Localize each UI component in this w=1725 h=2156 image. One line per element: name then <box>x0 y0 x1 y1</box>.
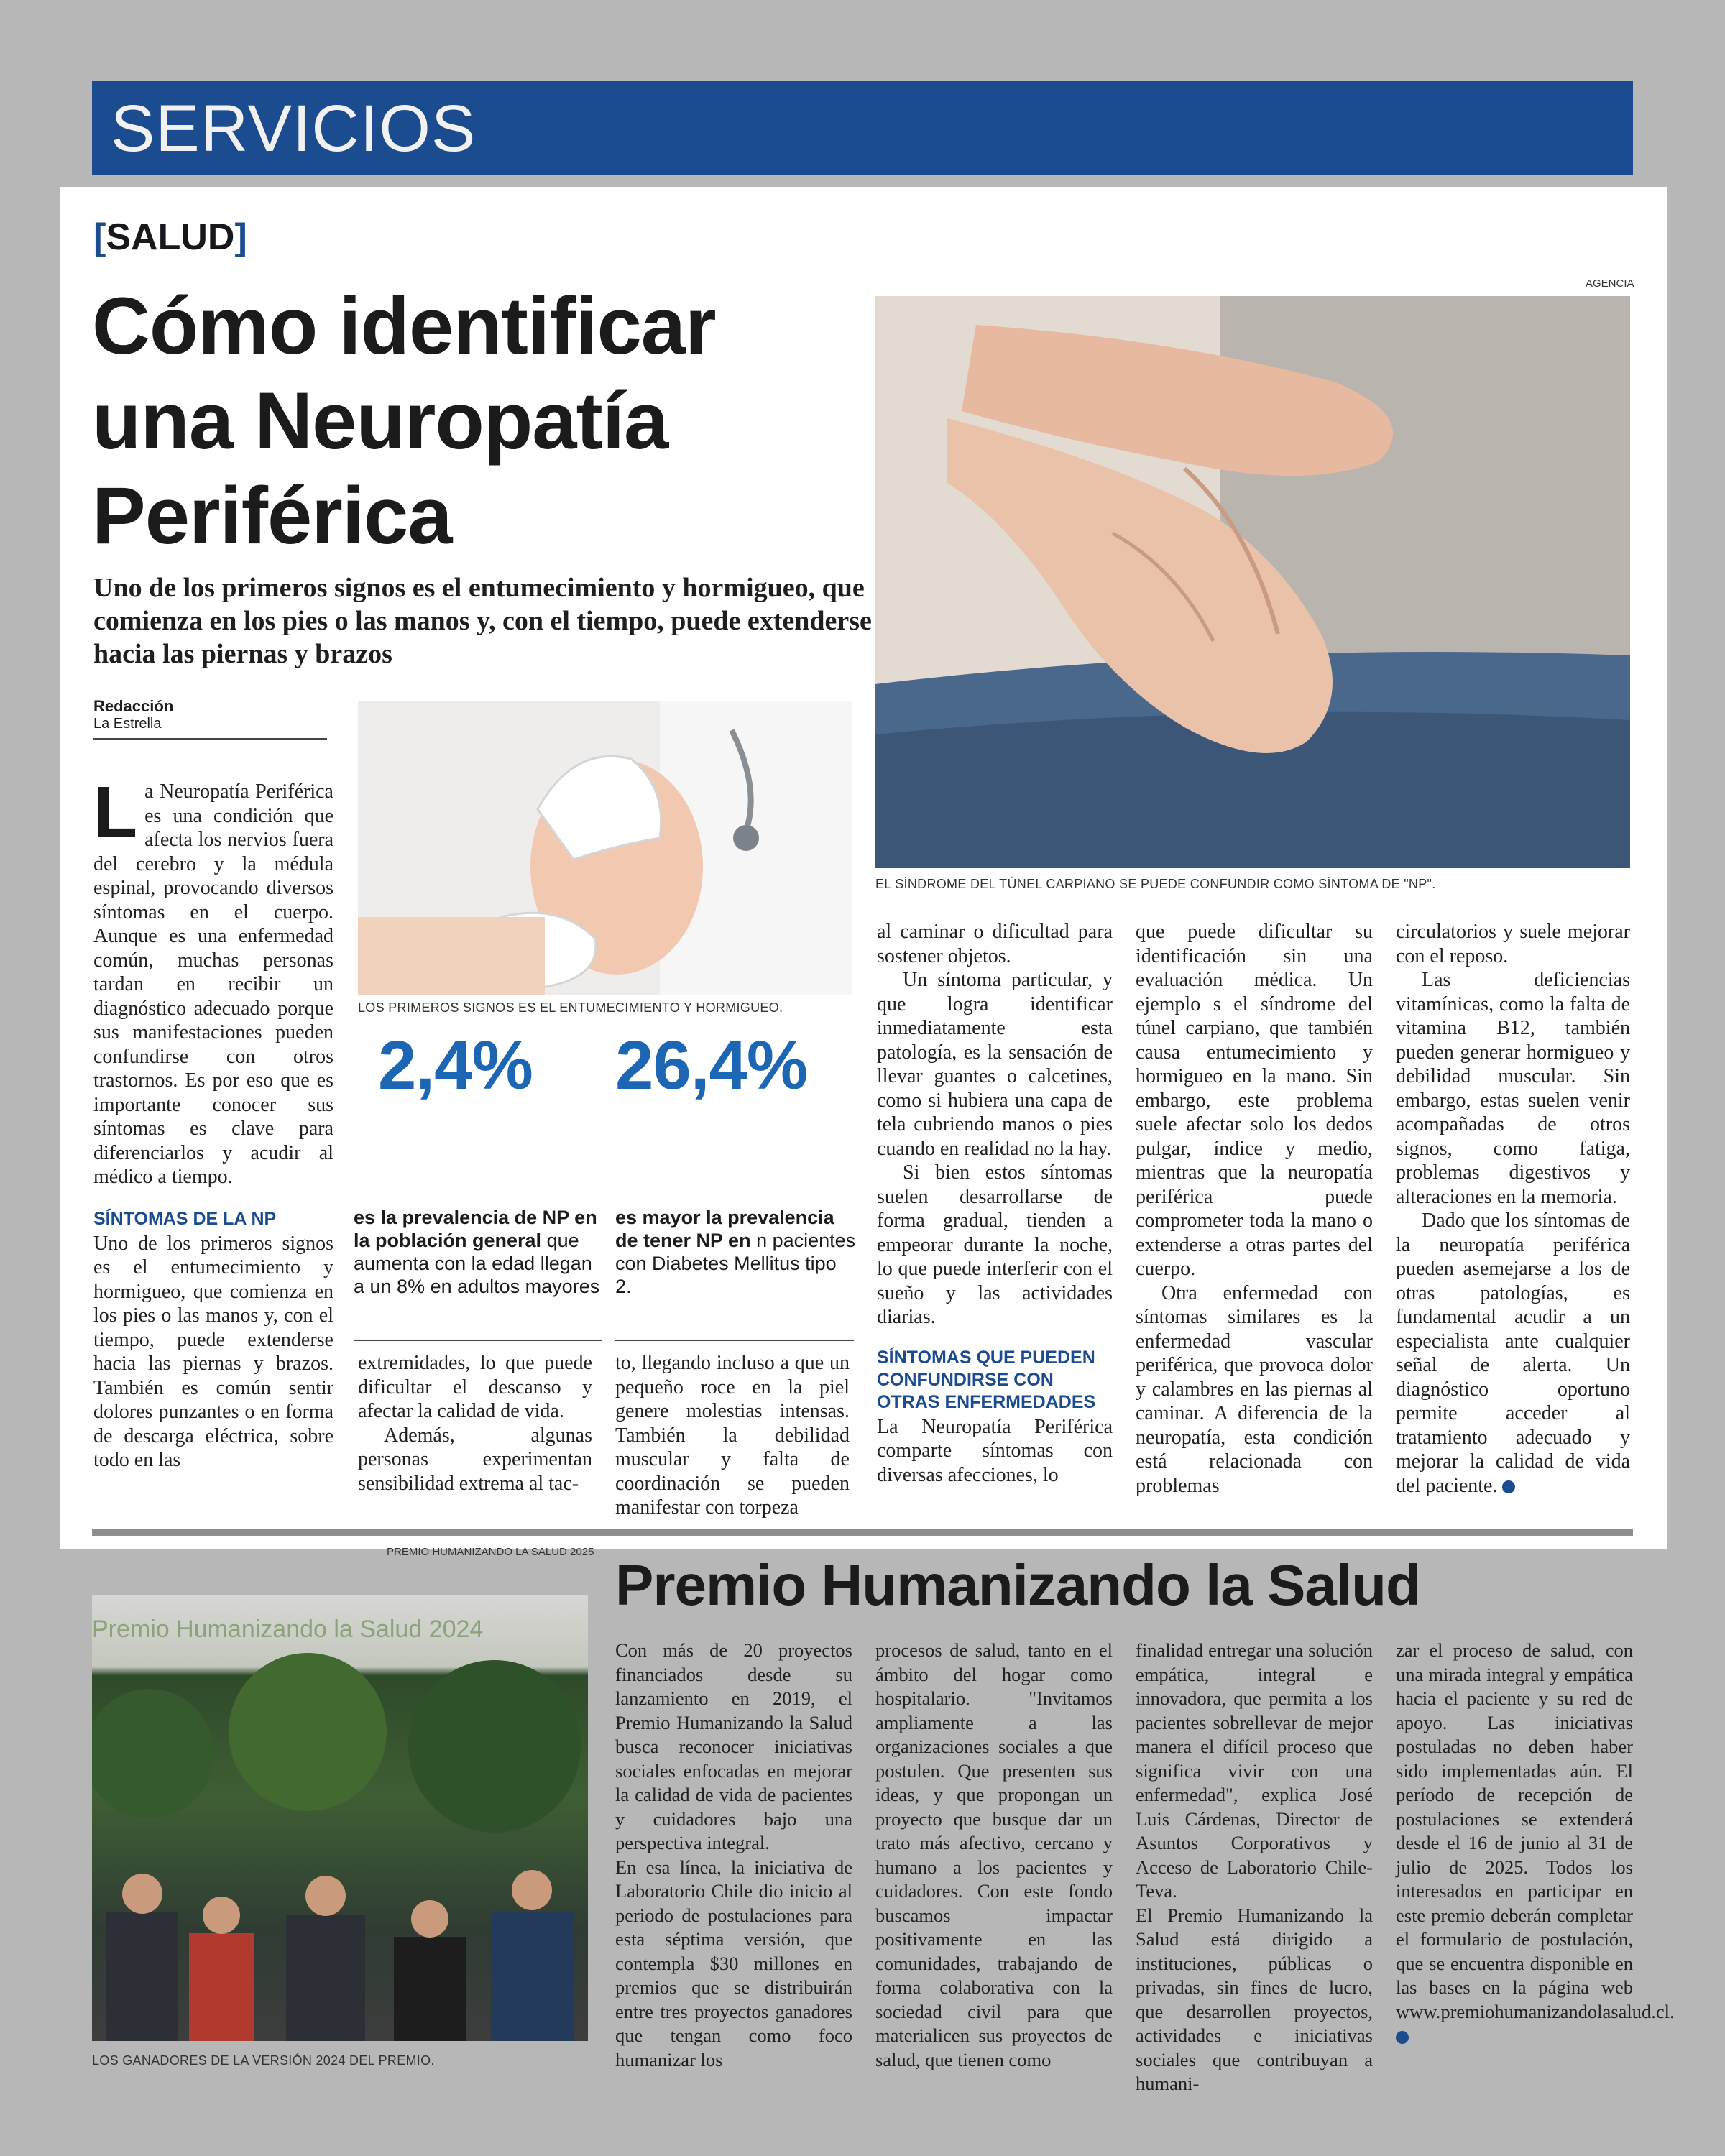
premio-headline: Premio Humanizando la Salud <box>615 1553 1420 1617</box>
stat-bold: es mayor la prevalencia de tener NP en <box>615 1207 834 1251</box>
paragraph: Si bien estos síntomas suelen desarrollarse de forma gradual, tienden a empeorar durante la noche, lo que puede interferir con el sueño y las actividades diarias. <box>877 1161 1113 1328</box>
end-mark-icon <box>1396 2031 1409 2044</box>
stat-value-1: 2,4% <box>378 1027 533 1104</box>
subheading-confundirse: SÍNTOMAS QUE PUEDEN CONFUNDIRSE CON OTRAS ENFERMEDADES <box>877 1347 1096 1412</box>
paragraph: extremidades, lo que puede dificultar el descanso y afectar la calidad de vida. <box>358 1352 592 1422</box>
paragraph: procesos de salud, tanto en el ámbito del hogar como hospitalario. "Invitamos ampliamente a las organizaciones sociales a que postulen. Que presenten sus ideas, y que propongan un proyecto que busque dar un trato más afectivo, cercano y humano a los pacientes y cuidadores. Con este fondo buscamos impactar positivamente en las comunidades, trabajando de forma colaborativa con la sociedad civil para que materialicen sus proyectos de salud, que tienen como <box>875 1639 1113 2070</box>
article-column-3 <box>615 1351 850 1520</box>
article-column-6 <box>1396 920 1630 1498</box>
paragraph: al caminar o dificultad para sostener objetos. <box>877 921 1113 967</box>
stat-description-2 <box>615 1206 856 1298</box>
premio-column-4 <box>1396 1639 1675 2048</box>
stat-divider <box>615 1340 854 1341</box>
article-column-1 <box>93 772 334 1473</box>
premio-photo-caption: LOS GANADORES DE LA VERSIÓN 2024 DEL PREMIO. <box>92 2053 435 2068</box>
article-headline <box>92 279 883 563</box>
main-photo-hands <box>875 296 1630 868</box>
paragraph: Un síntoma particular, y que logra identificar inmediatamente esta patología, es la sensación de llevar guantes o calcetines, como si hubiera una capa de tela cubriendo manos o pies cuando en realidad no la hay. <box>877 969 1113 1160</box>
stat-rest: que aumenta con la edad llegan a un 8% en adultos mayores <box>354 1230 600 1297</box>
headline-line: Cómo identificar <box>92 281 716 371</box>
stat-bold: es la prevalencia de NP en la población general <box>354 1207 597 1251</box>
premio-sign-text: Premio Humanizando la Salud 2024 <box>92 1616 484 1643</box>
paragraph: El Premio Humanizando la Salud está dirigido a instituciones, públicas o privadas, sin fines de lucro, que desarrollen proyectos, actividades e iniciativas sociales que contribuyan a humani- <box>1136 1904 1373 2094</box>
premio-photo-credit: PREMIO HUMANIZANDO LA SALUD 2025 <box>387 1546 594 1558</box>
stat-value-2: 26,4% <box>615 1027 808 1104</box>
main-photo-caption: EL SÍNDROME DEL TÚNEL CARPIANO SE PUEDE CONFUNDIR COMO SÍNTOMA DE "NP". <box>875 877 1436 891</box>
end-mark-icon <box>1502 1480 1515 1493</box>
premio-column-2 <box>875 1639 1113 2072</box>
paragraph: zar el proceso de salud, con una mirada integral y empática hacia el paciente y su red de apoyo. Las iniciativas postuladas no deben haber sido implementadas aún. El período de recepción de postulaciones se extenderá desde el 16 de junio al 31 de julio de 2025. Todos los interesados en participar en este premio deberán completar el formulario de postulación, que se encuentra disponible en las bases en la página web www.premiohumanizandolasalud.cl. <box>1396 1639 1675 2022</box>
drop-cap: L <box>93 772 138 852</box>
paragraph: a Neuropatía Periférica es una condición que afecta los nervios fuera del cerebro y la médula espinal, provocando diversos síntomas en el cuerpo. Aunque es una enfermedad común, muchas personas tardan en recibir un diagnóstico adecuado porque sus manifestaciones pueden confundirse con otros trastornos. Es por eso que es importante conocer sus síntomas es clave para diferenciarlos y acudir al médico a tiempo. <box>93 780 334 1188</box>
premio-winners-photo <box>92 1595 588 2041</box>
paragraph: que puede dificultar su identificación sin una evaluación médica. Un ejemplo s el síndrome del túnel carpiano, que también causa entumecimiento y hormigueo en la mano. Sin embargo, este problema suele afectar solo los dedos pulgar, índice y medio, mientras que la neuropatía periférica puede comprometer toda la mano o extenderse a otras partes del cuerpo. <box>1136 921 1373 1280</box>
article-column-5 <box>1136 920 1373 1498</box>
premio-column-1 <box>615 1639 852 2072</box>
stat-rest: n pacientes con Diabetes Mellitus tipo 2. <box>615 1230 856 1297</box>
section-banner-title: SERVICIOS <box>111 92 477 165</box>
photo-credit: AGENCIA <box>1586 277 1634 290</box>
foot-photo-caption: LOS PRIMEROS SIGNOS ES EL ENTUMECIMIENTO Y HORMIGUEO. <box>358 1000 783 1015</box>
paragraph: to, llegando incluso a que un pequeño roce en la piel genere molestias intensas. También la debilidad muscular y falta de coordinación se pueden manifestar con torpeza <box>615 1352 850 1519</box>
paragraph: finalidad entregar una solución empática, integral e innovadora, que permita a los pacientes sobrellevar de mejor manera el difícil proceso que significa vivir con una enfermedad", explica José Luis Cárdenas, Director de Asuntos Corporativos y Acceso de Laboratorio Chile-Teva. <box>1136 1639 1373 1902</box>
byline-outlet: La Estrella <box>93 716 162 732</box>
article-column-2 <box>358 1351 592 1496</box>
paragraph: Además, algunas personas experimentan sensibilidad extrema al tac- <box>358 1424 592 1495</box>
hands-illustration <box>875 296 1630 868</box>
foot-exam-illustration <box>358 701 852 995</box>
paragraph: Uno de los primeros signos es el entumecimiento y hormigueo, que comienza en los pies o las manos y, con el tiempo, puede extenderse hacia las piernas y brazos. También es común sentir dolores punzantes o en forma de descarga eléctrica, sobre todo en las <box>93 1232 334 1471</box>
premio-column-3 <box>1136 1639 1373 2096</box>
foot-photo <box>358 701 852 995</box>
winners-illustration <box>92 1595 588 2041</box>
paragraph: Con más de 20 proyectos financiados desde su lanzamiento en 2019, el Premio Humanizando la Salud busca reconocer iniciativas sociales enfocadas en mejorar la calidad de vida de pacientes y cuidadores bajo una perspectiva integral. <box>615 1639 852 1853</box>
headline-line: una Neuropatía <box>92 376 668 466</box>
paragraph: Las deficiencias vitamínicas, como la falta de vitamina B12, también pueden generar hormigueo y debilidad muscular. Sin embargo, estas suelen venir acompañadas de otros signos, como fatiga, problemas digestivos y alteraciones en la memoria. <box>1396 969 1630 1208</box>
section-tag-label: SALUD <box>106 216 235 258</box>
paragraph: La Neuropatía Periférica comparte síntomas con diversas afecciones, lo <box>877 1415 1113 1486</box>
subheading-sintomas: SÍNTOMAS DE LA NP <box>93 1208 277 1229</box>
section-divider <box>92 1529 1633 1536</box>
section-banner <box>92 81 1633 175</box>
section-tag: [SALUD] <box>93 216 247 258</box>
headline-line: Periférica <box>92 471 452 561</box>
paragraph: En esa línea, la iniciativa de Laboratorio Chile dio inicio al periodo de postulaciones para esta séptima versión, que contempla $30 millones en premios que se distribuirán entre tres proyectos ganadores que tengan como foco humanizar los <box>615 1856 852 2070</box>
byline <box>93 697 327 740</box>
stat-description-1 <box>354 1206 602 1298</box>
byline-author: Redacción <box>93 697 174 715</box>
stat-divider <box>354 1340 602 1341</box>
paragraph: Dado que los síntomas de la neuropatía periférica pueden asemejarse a los de otras patologías, es fundamental acudir a un especialista ante cualquier señal de alerta. Un diagnóstico oportuno permite acceder al tratamiento adecuado y mejorar la calidad de vida del paciente. <box>1396 1210 1630 1497</box>
paragraph: Otra enfermedad con síntomas similares es la enfermedad vascular periférica, que provoca dolor y calambres en las piernas al caminar. A diferencia de la neuropatía, esta condición está relacionada con problemas <box>1136 1281 1373 1497</box>
article-column-4 <box>877 920 1113 1487</box>
paragraph: circulatorios y suele mejorar con el reposo. <box>1396 921 1630 967</box>
article-lede: Uno de los primeros signos es el entumecimiento y hormigueo, que comienza en los pies o las manos y, con el tiempo, puede extenderse hacia las piernas y brazos <box>93 573 872 669</box>
article-card <box>60 187 1668 1549</box>
